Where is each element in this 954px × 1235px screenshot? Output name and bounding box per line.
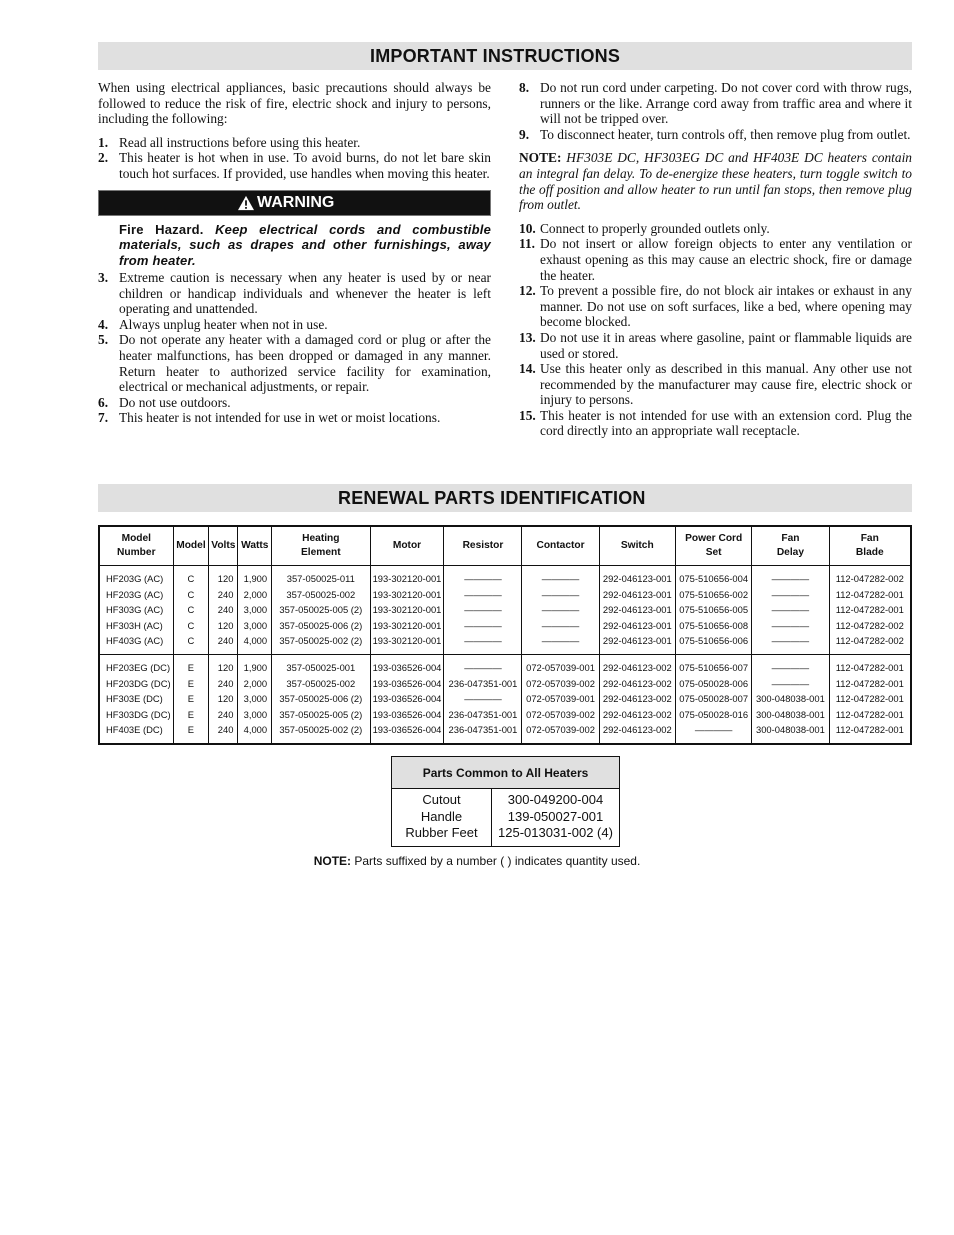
parts-value: 120 xyxy=(217,693,234,705)
parts-value: 193-302120-001 xyxy=(372,635,442,647)
parts-value: 292-046123-001 xyxy=(602,588,672,600)
parts-value: 193-302120-001 xyxy=(372,573,442,584)
parts-column-cell xyxy=(675,654,751,743)
instruction-number: 15. xyxy=(519,407,536,423)
parts-value: HF303E (DC) xyxy=(106,693,163,705)
parts-column-cell xyxy=(238,654,272,743)
fire-hazard-text: Keep electrical cords and combustible materials, such as drapes and other furnishings, away from heater. xyxy=(119,221,491,268)
parts-value: C xyxy=(187,604,195,616)
parts-value: 357-050025-005 (2) xyxy=(279,708,363,720)
parts-value: 357-050025-006 (2) xyxy=(279,619,363,631)
parts-value: E xyxy=(187,693,195,705)
instructions-list-d xyxy=(519,221,912,439)
parts-value: 357-050025-005 (2) xyxy=(279,604,363,616)
parts-value: 112-047282-001 xyxy=(835,604,904,616)
parts-value: E xyxy=(187,708,195,720)
parts-column-cell xyxy=(173,654,209,743)
parts-value: 112-047282-001 xyxy=(835,724,904,736)
warning-triangle-icon xyxy=(237,195,255,211)
renewal-parts-heading: RENEWAL PARTS IDENTIFICATION xyxy=(98,484,912,512)
common-part-number: 300-049200-004 xyxy=(507,792,604,807)
instruction-text: Do not use outdoors. xyxy=(119,394,231,410)
parts-column-cell xyxy=(209,566,238,655)
instruction-text: Do not insert or allow foreign objects to enter any ventilation or exhaust opening as this may cause an electric shock, fire or damage the heater. xyxy=(540,236,912,283)
instruction-text: To prevent a possible fire, do not block air intakes or exhaust in any manner. Do not use on soft surfaces, like a bed, where opening may become blocked. xyxy=(540,283,912,330)
parts-value: 075-050028-006 xyxy=(679,677,749,689)
parts-value: ———— xyxy=(541,604,580,616)
parts-column-cell xyxy=(752,654,829,743)
parts-value: 240 xyxy=(217,724,234,736)
parts-value: 112-047282-002 xyxy=(835,619,904,631)
parts-value: 357-050025-002 (2) xyxy=(279,724,363,736)
parts-value: 300-048038-001 xyxy=(756,693,825,705)
instruction-text: Connect to properly grounded outlets only. xyxy=(540,220,770,236)
parts-column-cell xyxy=(522,566,599,655)
parts-value: 120 xyxy=(217,619,234,631)
instruction-text: Do not run cord under carpeting. Do not cover cord with throw rugs, runners or the like. Arrange cord away from traffic area and where it will not be tripped over. xyxy=(540,80,912,127)
instruction-item xyxy=(519,127,912,143)
parts-column-cell xyxy=(209,654,238,743)
parts-value: ———— xyxy=(771,588,810,600)
parts-group-ac xyxy=(99,566,911,655)
parts-value: 112-047282-001 xyxy=(835,708,904,720)
fire-hazard-warning xyxy=(119,222,491,269)
instruction-item xyxy=(98,270,491,317)
parts-value: 072-057039-002 xyxy=(526,724,595,736)
parts-value: 236-047351-001 xyxy=(448,724,518,736)
parts-value: 292-046123-001 xyxy=(602,604,672,616)
parts-value: 357-050025-002 xyxy=(286,588,356,600)
parts-value: 236-047351-001 xyxy=(448,708,518,720)
parts-column-cell xyxy=(599,654,675,743)
parts-table-header xyxy=(99,526,911,566)
instruction-text: This heater is not intended for use with an extension cord. Plug the cord directly into an appropriate wall receptacle. xyxy=(540,407,912,439)
parts-column-header: Resistor xyxy=(444,526,522,566)
parts-value: 120 xyxy=(217,573,234,584)
instruction-text: This heater is hot when in use. To avoid burns, do not let bare skin touch hot surfaces. If provided, use handles when moving this heater. xyxy=(119,150,491,181)
parts-value: 3,000 xyxy=(243,604,268,616)
parts-value: 3,000 xyxy=(243,693,268,705)
instruction-number: 1. xyxy=(98,134,109,150)
parts-value: 292-046123-002 xyxy=(602,708,672,720)
parts-value: ———— xyxy=(694,724,733,736)
parts-value: ———— xyxy=(541,573,580,584)
parts-group-row xyxy=(99,654,911,743)
parts-value: ———— xyxy=(464,573,502,584)
parts-column-cell xyxy=(99,654,173,743)
parts-column-header: Volts xyxy=(209,526,238,566)
common-parts-numbers xyxy=(492,789,620,847)
parts-value: ———— xyxy=(771,677,810,689)
parts-value: 075-050028-016 xyxy=(679,708,749,720)
parts-value: ———— xyxy=(464,635,502,647)
parts-value: ———— xyxy=(464,604,502,616)
parts-value: 072-057039-001 xyxy=(526,693,595,705)
parts-value: 193-036526-004 xyxy=(372,661,442,673)
parts-column-header: Heating Element xyxy=(272,526,370,566)
parts-column-cell xyxy=(752,566,829,655)
footnote-text: Parts suffixed by a number ( ) indicates quantity used. xyxy=(354,854,641,868)
common-part-name: Cutout xyxy=(422,792,461,807)
parts-value: 357-050025-002 xyxy=(286,677,356,689)
parts-value: 072-057039-002 xyxy=(526,708,595,720)
parts-value: ———— xyxy=(771,635,810,647)
parts-value: 292-046123-001 xyxy=(602,619,672,631)
parts-column-cell xyxy=(444,654,522,743)
instruction-item xyxy=(519,361,912,408)
parts-value: 193-036526-004 xyxy=(372,708,442,720)
parts-column-cell xyxy=(272,654,370,743)
instruction-number: 3. xyxy=(98,270,109,286)
instruction-item xyxy=(519,236,912,283)
instruction-number: 8. xyxy=(519,80,530,95)
instruction-item xyxy=(98,410,491,426)
parts-value: C xyxy=(187,588,195,600)
instruction-item xyxy=(98,150,491,181)
instruction-number: 6. xyxy=(98,394,109,410)
parts-value: 075-510656-008 xyxy=(679,619,749,631)
parts-value: 112-047282-002 xyxy=(835,573,904,584)
parts-value: 4,000 xyxy=(243,635,268,647)
note-label: NOTE: xyxy=(519,150,562,166)
parts-column-cell xyxy=(370,654,444,743)
instruction-item xyxy=(98,317,491,333)
footnote-label: NOTE: xyxy=(313,854,352,868)
note-text: HF303E DC, HF303EG DC and HF403E DC heaters contain an integral fan delay. To de-energize these heaters, turn toggle switch to the off position and allow heater to run until fan stops, then remove plug from outlet. xyxy=(519,150,912,213)
parts-column-header: Model Number xyxy=(99,526,173,566)
parts-column-header: Contactor xyxy=(522,526,599,566)
parts-value: C xyxy=(187,573,195,584)
parts-column-cell xyxy=(444,566,522,655)
instruction-item xyxy=(98,332,491,394)
instruction-text: Always unplug heater when not in use. xyxy=(119,316,328,332)
common-part-number: 139-050027-001 xyxy=(507,808,604,824)
parts-value: 1,900 xyxy=(243,661,268,673)
parts-value: 292-046123-002 xyxy=(602,677,672,689)
parts-value: ———— xyxy=(464,693,502,705)
instruction-number: 11. xyxy=(519,236,535,252)
parts-value: 193-036526-004 xyxy=(372,677,442,689)
parts-value: 3,000 xyxy=(243,708,268,720)
parts-value: 193-302120-001 xyxy=(372,619,442,631)
instructions-intro: When using electrical appliances, basic precautions should always be followed to reduce the risk of fire, electric shock and injury to persons, including the following: xyxy=(98,80,491,127)
warning-banner xyxy=(98,190,491,216)
common-part-name: Rubber Feet xyxy=(405,825,478,840)
parts-column-header: Model xyxy=(173,526,209,566)
important-instructions-heading: IMPORTANT INSTRUCTIONS xyxy=(98,42,912,70)
parts-value: HF203G (AC) xyxy=(106,588,164,600)
instruction-text: Use this heater only as described in this manual. Any other use not recommended by the manufacturer may cause fire, electric shock or injury to persons. xyxy=(540,361,912,408)
parts-value: C xyxy=(187,635,195,647)
instruction-item xyxy=(519,408,912,439)
parts-value: 193-302120-001 xyxy=(372,604,442,616)
parts-column-header: Switch xyxy=(599,526,675,566)
parts-column-cell xyxy=(829,654,911,743)
instruction-item xyxy=(519,330,912,361)
parts-value: 1,900 xyxy=(243,573,268,584)
instructions-left-column xyxy=(98,80,491,426)
parts-column-cell xyxy=(370,566,444,655)
common-parts-title: Parts Common to All Heaters xyxy=(392,757,620,789)
instruction-number: 10. xyxy=(519,220,536,236)
parts-column-cell xyxy=(599,566,675,655)
parts-value: HF303G (AC) xyxy=(106,604,164,616)
parts-value: 357-050025-011 xyxy=(286,573,355,584)
common-part-name: Handle xyxy=(420,808,463,824)
parts-value: 193-036526-004 xyxy=(372,693,442,705)
parts-value: 300-048038-001 xyxy=(756,724,825,736)
parts-value: 292-046123-002 xyxy=(602,693,672,705)
parts-value: 292-046123-001 xyxy=(602,573,672,584)
fan-delay-note xyxy=(519,150,912,212)
parts-value: ———— xyxy=(464,661,502,673)
parts-value: HF303DG (DC) xyxy=(106,708,171,720)
parts-value: 357-050025-002 (2) xyxy=(279,635,363,647)
parts-value: 120 xyxy=(217,661,234,673)
parts-value: ———— xyxy=(464,588,502,600)
parts-value: HF203G (AC) xyxy=(106,573,164,584)
parts-value: HF203DG (DC) xyxy=(106,677,171,689)
parts-value: E xyxy=(187,677,195,689)
parts-value: 292-046123-001 xyxy=(602,635,672,647)
common-part-number: 125-013031-002 (4) xyxy=(498,825,613,840)
parts-value: 075-510656-004 xyxy=(679,573,749,584)
parts-column-cell xyxy=(238,566,272,655)
parts-value: 240 xyxy=(217,635,234,647)
parts-value: ———— xyxy=(771,604,810,616)
instruction-text: To disconnect heater, turn controls off, then remove plug from outlet. xyxy=(540,126,911,142)
parts-value: 236-047351-001 xyxy=(448,677,518,689)
parts-value: 357-050025-001 xyxy=(286,661,356,673)
common-parts-names xyxy=(392,789,492,847)
instruction-text: Do not operate any heater with a damaged cord or plug or after the heater malfunctions, has been dropped or damaged in any manner. Return heater to authorized service facility for examination, electrical or mechanical adjustments, or repair. xyxy=(119,332,491,395)
parts-value: E xyxy=(187,661,195,673)
parts-value: 240 xyxy=(217,604,234,616)
parts-quantity-note xyxy=(0,854,954,868)
parts-value: ———— xyxy=(541,588,580,600)
parts-group-row xyxy=(99,566,911,655)
parts-value: 2,000 xyxy=(243,588,268,600)
instruction-number: 12. xyxy=(519,283,536,299)
warning-label: WARNING xyxy=(257,193,335,211)
instructions-list-b xyxy=(98,270,491,426)
renewal-parts-table xyxy=(98,525,912,745)
parts-value: 292-046123-002 xyxy=(602,724,672,736)
parts-value: 075-050028-007 xyxy=(679,693,749,705)
instruction-item xyxy=(98,395,491,411)
parts-value: 240 xyxy=(217,677,234,689)
instructions-list-c xyxy=(519,80,912,142)
parts-value: 240 xyxy=(217,708,234,720)
parts-value: 193-302120-001 xyxy=(372,588,442,600)
parts-value: ———— xyxy=(771,573,810,584)
instruction-item xyxy=(519,80,912,127)
parts-value: HF403G (AC) xyxy=(106,635,164,647)
instruction-number: 9. xyxy=(519,126,530,142)
parts-value: 075-510656-005 xyxy=(679,604,749,616)
parts-value: HF403E (DC) xyxy=(106,724,163,736)
parts-value: ———— xyxy=(541,635,580,647)
instruction-item xyxy=(519,221,912,237)
parts-value: HF303H (AC) xyxy=(106,619,163,631)
instructions-list-a xyxy=(98,135,491,182)
parts-column-cell xyxy=(675,566,751,655)
instruction-text: Read all instructions before using this heater. xyxy=(119,134,361,150)
parts-value: 112-047282-001 xyxy=(835,588,904,600)
instruction-number: 4. xyxy=(98,316,109,332)
parts-column-header: Fan Blade xyxy=(829,526,911,566)
parts-value: ———— xyxy=(771,619,810,631)
instruction-number: 13. xyxy=(519,329,536,345)
instructions-right-column xyxy=(519,80,912,439)
parts-value: 193-036526-004 xyxy=(372,724,442,736)
parts-column-header: Watts xyxy=(238,526,272,566)
parts-value: 4,000 xyxy=(243,724,268,736)
instruction-number: 14. xyxy=(519,361,536,377)
parts-value: 300-048038-001 xyxy=(756,708,825,720)
parts-group-dc xyxy=(99,654,911,743)
parts-value: 075-510656-002 xyxy=(679,588,749,600)
parts-value: C xyxy=(187,619,195,631)
parts-value: 357-050025-006 (2) xyxy=(279,693,363,705)
parts-column-cell xyxy=(522,654,599,743)
instruction-number: 5. xyxy=(98,332,109,348)
parts-column-cell xyxy=(173,566,209,655)
instruction-text: This heater is not intended for use in wet or moist locations. xyxy=(119,410,441,426)
parts-value: 240 xyxy=(217,588,234,600)
parts-column-header: Motor xyxy=(370,526,444,566)
parts-value: ———— xyxy=(541,619,580,631)
parts-value: 072-057039-002 xyxy=(526,677,595,689)
parts-column-cell xyxy=(829,566,911,655)
parts-column-header: Fan Delay xyxy=(752,526,829,566)
parts-value: 112-047282-001 xyxy=(835,661,904,673)
parts-value: 075-510656-006 xyxy=(679,635,749,647)
parts-value: 072-057039-001 xyxy=(526,661,595,673)
instruction-number: 2. xyxy=(98,150,109,166)
instruction-text: Do not use it in areas where gasoline, paint or flammable liquids are used or stored. xyxy=(540,329,912,361)
parts-value: 2,000 xyxy=(243,677,268,689)
parts-value: E xyxy=(187,724,195,736)
parts-column-cell xyxy=(272,566,370,655)
instruction-item xyxy=(519,283,912,330)
fire-hazard-label: Fire Hazard. xyxy=(119,221,204,237)
parts-value: 112-047282-001 xyxy=(835,677,904,689)
parts-value: 112-047282-001 xyxy=(835,693,904,705)
instruction-number: 7. xyxy=(98,410,109,426)
parts-value: 075-510656-007 xyxy=(679,661,749,673)
parts-value: 112-047282-002 xyxy=(835,635,904,647)
parts-column-header: Power Cord Set xyxy=(675,526,751,566)
parts-value: HF203EG (DC) xyxy=(106,661,171,673)
parts-value: ———— xyxy=(464,619,502,631)
parts-value: 3,000 xyxy=(243,619,268,631)
instruction-item xyxy=(98,135,491,151)
parts-value: ———— xyxy=(771,661,810,673)
common-parts-table xyxy=(391,756,620,847)
parts-column-cell xyxy=(99,566,173,655)
instruction-text: Extreme caution is necessary when any heater is used by or near children or handicap individuals and whenever the heater is left operating and unattended. xyxy=(119,270,491,317)
parts-value: 292-046123-002 xyxy=(602,661,672,673)
